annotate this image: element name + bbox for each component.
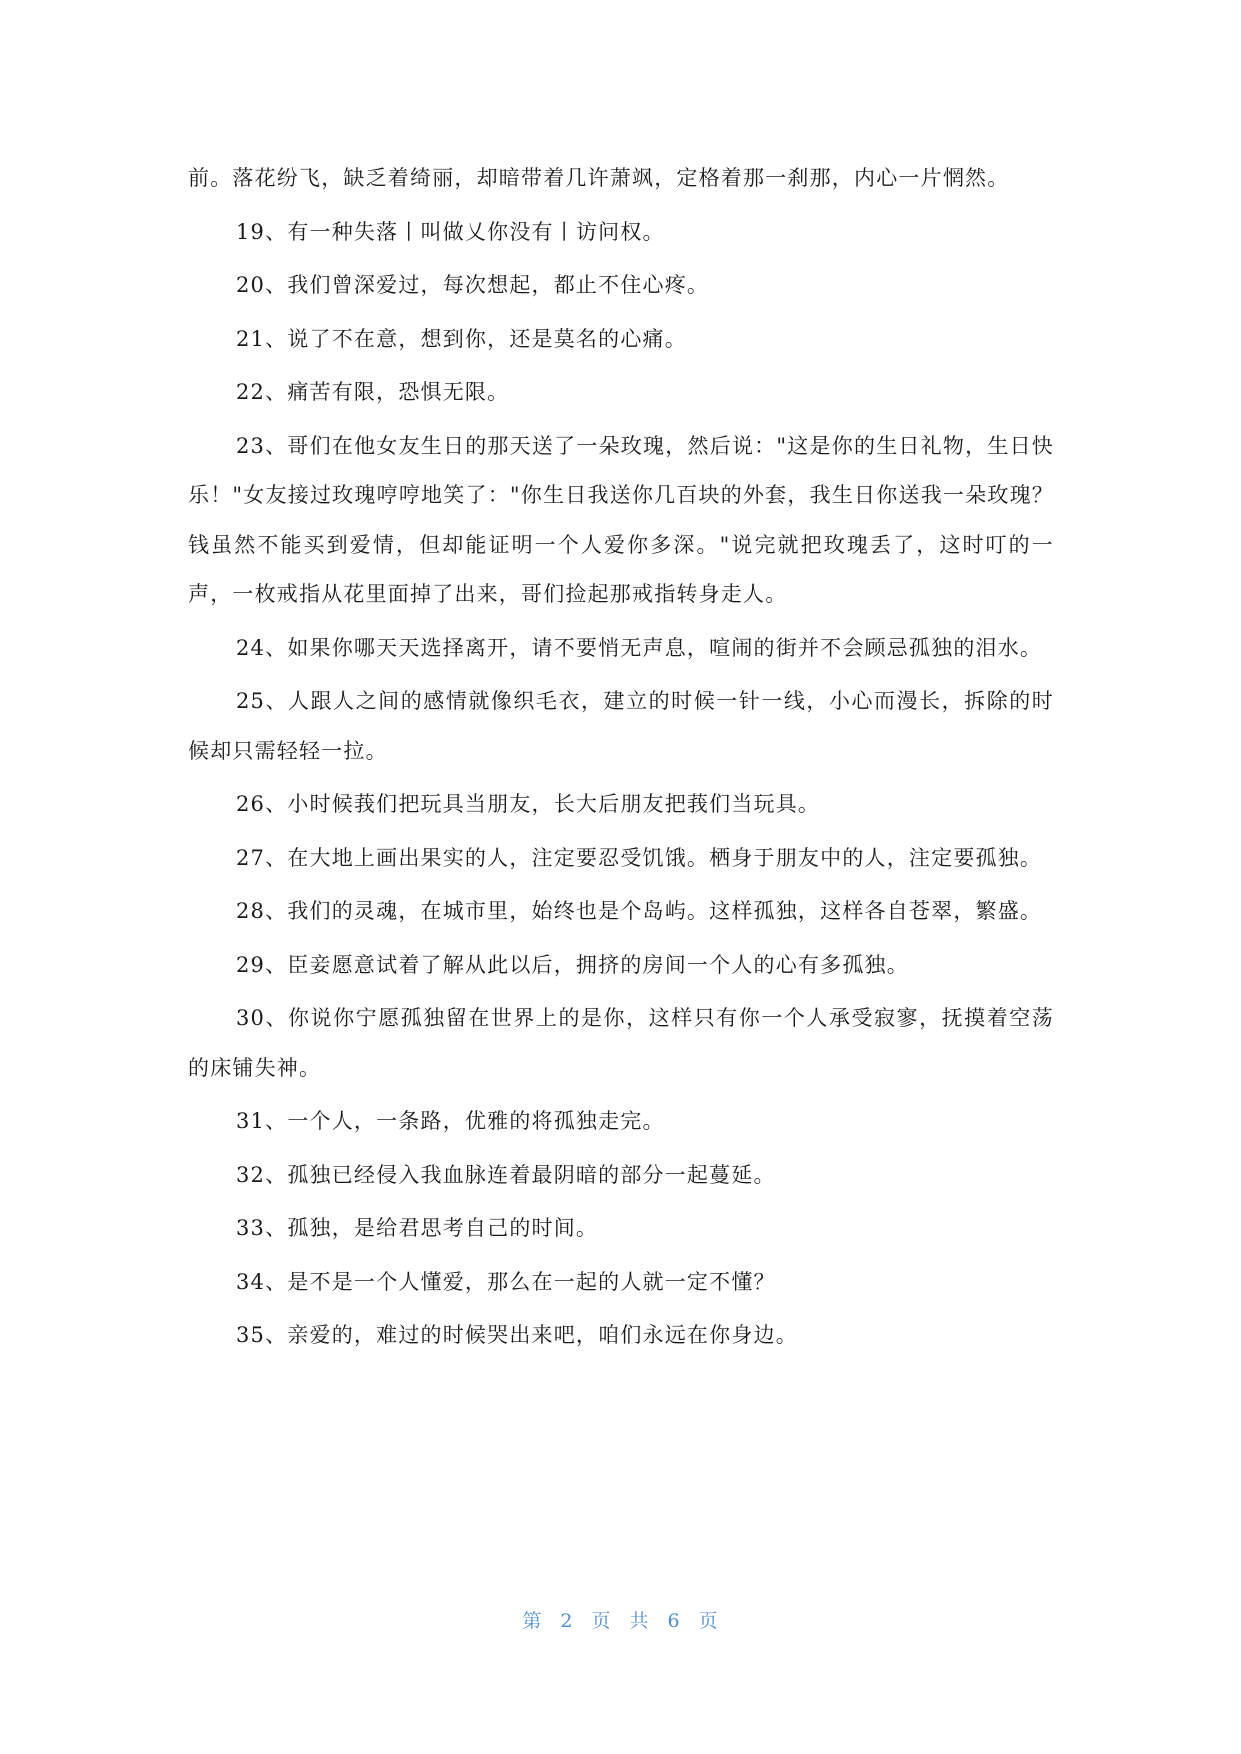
quote-item-29: 29、臣妾愿意试着了解从此以后，拥挤的房间一个人的心有多孤独。 <box>236 952 909 977</box>
quote-item-26: 26、小时候莪们把玩具当朋友，长大后朋友把莪们当玩具。 <box>236 792 821 816</box>
footer-word-ye-2: 页 <box>698 1610 719 1632</box>
quote-item-25: 25、人跟人之间的感情就像织毛衣，建立的时候一针一线，小心而漫长，拆除的时候却只需轻轻一拉。 <box>188 689 1054 763</box>
quote-item-28: 28、我们的灵魂，在城市里，始终也是个岛屿。这样孤独，这样各自苍翠，繁盛。 <box>236 899 1043 923</box>
quote-item-22: 22、痛苦有限，恐惧无限。 <box>236 380 510 404</box>
quote-item-19: 19、有一种失落丨叫做乂你没有丨访问权。 <box>236 219 665 244</box>
document-body <box>188 154 1054 1365</box>
paragraph-continuation: 前。落花纷飞，缺乏着绮丽，却暗带着几许萧飒，定格着那一刹那，内心一片惘然。 <box>188 166 1010 190</box>
quote-item-21: 21、说了不在意，想到你，还是莫名的心痛。 <box>236 326 687 351</box>
quote-item-34: 34、是不是一个人懂爱，那么在一起的人就一定不懂？ <box>236 1269 776 1294</box>
footer-total-pages: 6 <box>667 1610 681 1632</box>
quote-item-20: 20、我们曾深爱过，每次想起，都止不住心疼。 <box>236 273 710 297</box>
quote-item-32: 32、孤独已经侵入我血脉连着最阴暗的部分一起蔓延。 <box>236 1162 776 1187</box>
quote-item-35: 35、亲爱的，难过的时候哭出来吧，咱们永远在你身边。 <box>236 1323 798 1347</box>
footer-word-ye: 页 <box>591 1610 612 1632</box>
quote-item-30: 30、你说你宁愿孤独留在世界上的是你，这样只有你一个人承受寂寥，抚摸着空荡的床铺失神。 <box>188 1006 1054 1080</box>
quote-item-24: 24、如果你哪天天选择离开，请不要悄无声息，喧闹的街并不会顾忌孤独的泪水。 <box>236 635 1043 660</box>
quote-item-23: 23、哥们在他女友生日的那天送了一朵玫瑰，然后说："这是你的生日礼物，生日快乐！"女友接过玫瑰哼哼地笑了："你生日我送你几百块的外套，我生日你送我一朵玫瑰？钱虽然不能买到爱情，但却能证明一个人爱你多深。"说完就把玫瑰丢了，这时叮的一声，一枚戒指从花里面掉了出来，哥们捡起那戒指转身走人。 <box>188 433 1054 606</box>
quote-item-27: 27、在大地上画出果实的人，注定要忍受饥饿。栖身于朋友中的人，注定要孤独。 <box>236 845 1043 870</box>
quote-item-33: 33、孤独，是给君思考自己的时间。 <box>236 1216 599 1240</box>
footer-word-di: 第 <box>522 1610 543 1632</box>
footer-word-gong: 共 <box>629 1610 650 1632</box>
footer-current-page: 2 <box>560 1610 574 1632</box>
quote-item-31: 31、一个人，一条路，优雅的将孤独走完。 <box>236 1109 665 1133</box>
page-footer <box>0 1606 1241 1633</box>
